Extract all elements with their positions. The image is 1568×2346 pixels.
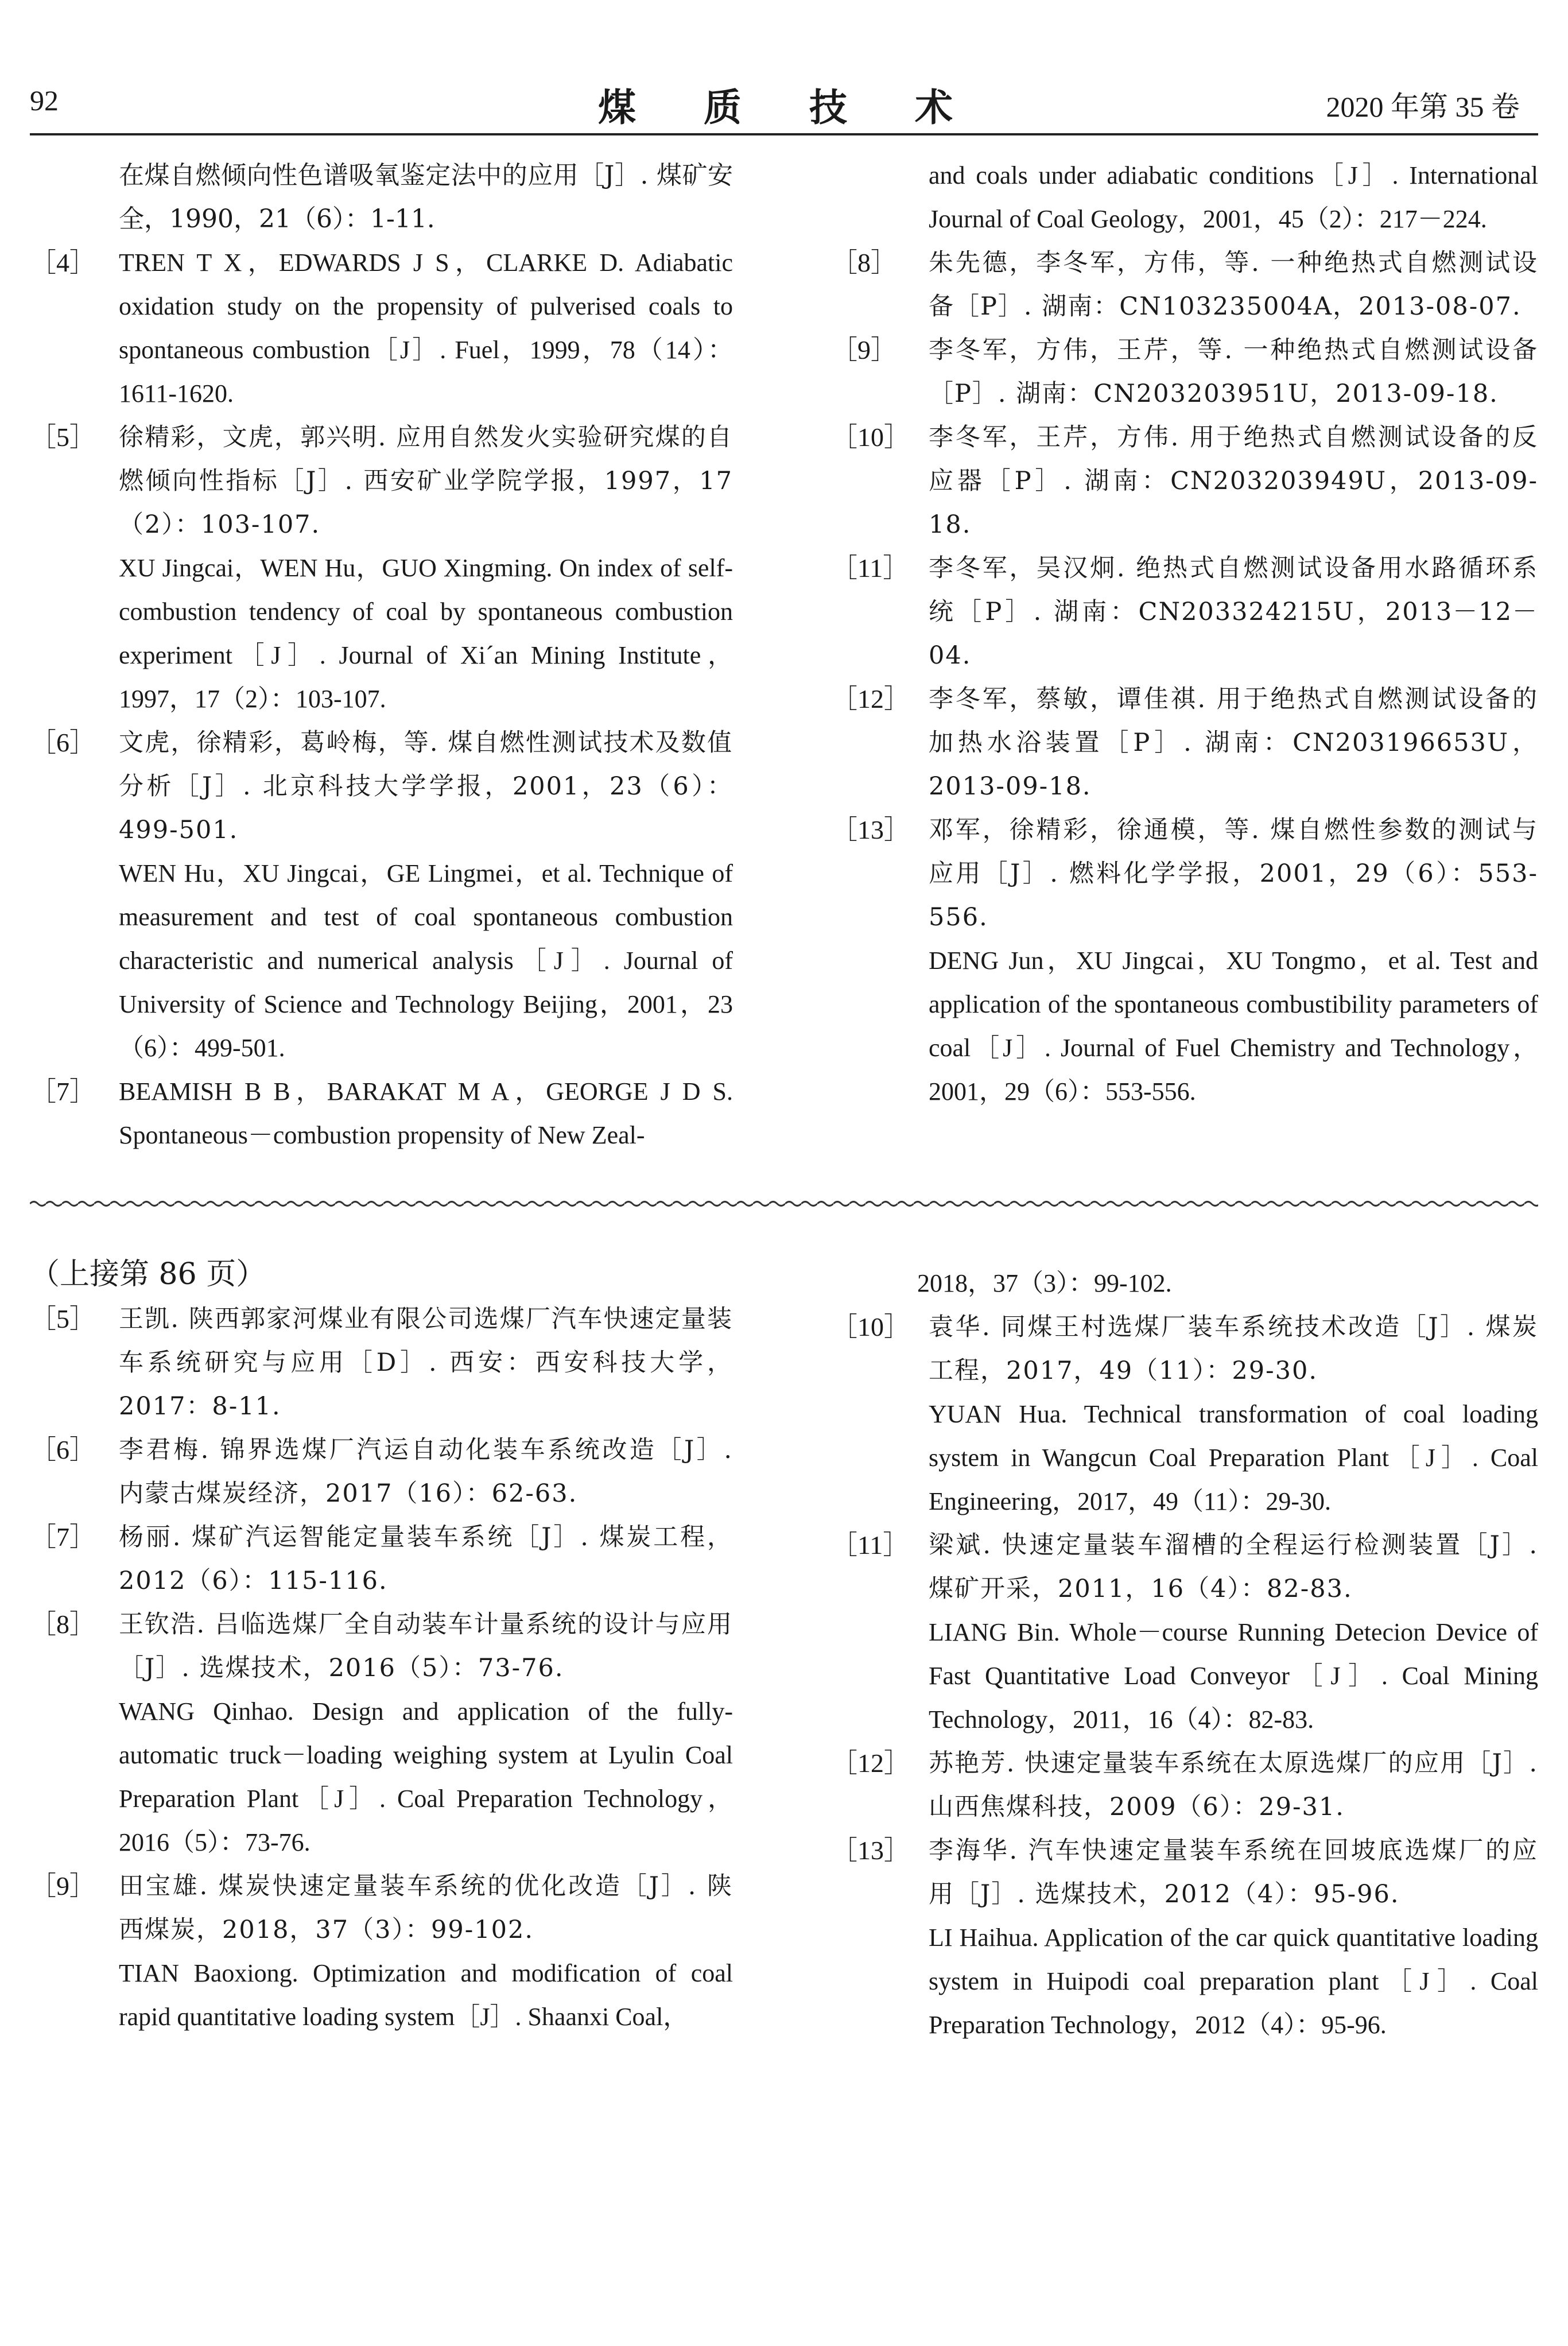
journal-name: 煤质技术 <box>598 85 1020 130</box>
reference-item <box>831 241 1538 328</box>
reference-number: ［13］ <box>831 1836 910 1865</box>
reference-text-english: TREN T X，EDWARDS J S，CLARKE D. Adiabatic oxidation study on the propensity of pulverised coals to spontaneous combustion［J］. Fuel，1999，78（14）：1611-1620. <box>119 249 733 408</box>
reference-text-chinese: 杨丽. 煤矿汽运智能定量装车系统［J］. 煤炭工程，2012（6）：115-116. <box>119 1523 733 1595</box>
reference-text-chinese: 袁华. 同煤王村选煤厂装车系统技术改造［J］. 煤炭工程，2017，49（11）：29-30. <box>929 1313 1538 1385</box>
reference-text-chinese: 苏艳芳. 快速定量装车系统在太原选煤厂的应用［J］. 山西焦煤科技，2009（6）：29-31. <box>929 1749 1538 1821</box>
reference-text-chinese: 李海华. 汽车快速定量装车系统在回坡底选煤厂的应用［J］. 选煤技术，2012（4）：95-96. <box>929 1836 1538 1909</box>
reference-item <box>30 1070 733 1157</box>
reference-text-chinese: 田宝雄. 煤炭快速定量装车系统的优化改造［J］. 陕西煤炭，2018，37（3）：99-102. <box>119 1872 733 1944</box>
reference-text <box>929 1742 1538 1829</box>
reference-continuation <box>119 154 733 241</box>
reference-list <box>831 1305 1538 2047</box>
reference-text <box>119 721 733 1070</box>
reference-text-chinese: 邓军，徐精彩，徐通模，等. 煤自燃性参数的测试与应用［J］. 燃料化学学报，2001，29（6）：553-556. <box>929 816 1538 932</box>
reference-continuation <box>917 1262 1538 1305</box>
reference-text <box>119 1603 733 1864</box>
reference-item <box>30 721 733 1070</box>
continued-from-label: （上接第 86 页） <box>30 1257 266 1292</box>
reference-number: ［9］ <box>831 335 897 364</box>
reference-text-english: LIANG Bin. Whole－course Running Detecion Device of Fast Quantitative Load Conveyor［J］. Coal Mining Technology，2011，16（4）：82-83. <box>929 1618 1538 1734</box>
reference-item <box>831 546 1538 677</box>
section2-right-column <box>831 1262 1538 2047</box>
reference-continuation-text: 在煤自燃倾向性色谱吸氧鉴定法中的应用［J］. 煤矿安全，1990，21（6）：1-11. <box>119 161 733 234</box>
reference-number: ［8］ <box>831 248 897 277</box>
reference-text-chinese: 王凯. 陕西郭家河煤业有限公司选煤厂汽车快速定量装车系统研究与应用［D］. 西安：西安科技大学，2017：8-11. <box>119 1305 733 1421</box>
reference-text <box>119 1428 733 1515</box>
reference-number: ［6］ <box>30 728 96 757</box>
reference-number: ［12］ <box>831 684 910 714</box>
reference-list <box>30 241 733 1157</box>
reference-text <box>119 416 733 721</box>
reference-text-chinese: 朱先德，李冬军，方伟，等. 一种绝热式自燃测试设备［P］. 湖南：CN103235004A，2013-08-07. <box>929 249 1538 321</box>
reference-continuation-text: 2018，37（3）：99-102. <box>917 1269 1172 1297</box>
reference-number: ［12］ <box>831 1748 910 1778</box>
reference-item <box>30 241 733 416</box>
reference-item <box>30 1297 733 1428</box>
reference-text-english: LI Haihua. Application of the car quick quantitative loading system in Huipodi coal preparation plant［J］. Coal Preparation Technology，2012（4）：95-96. <box>929 1924 1538 2039</box>
reference-text <box>929 1305 1538 1523</box>
reference-text-chinese: 李冬军，吴汉炯. 绝热式自燃测试设备用水路循环系统［P］. 湖南：CN203324215U，2013－12－04. <box>929 554 1538 670</box>
reference-item <box>30 1603 733 1864</box>
header-rule <box>30 133 1538 135</box>
reference-list <box>831 241 1538 1114</box>
reference-text <box>929 1523 1538 1742</box>
reference-text <box>119 1864 733 2039</box>
reference-number: ［4］ <box>30 248 96 277</box>
reference-item <box>831 1829 1538 2047</box>
reference-number: ［5］ <box>30 422 96 452</box>
reference-text <box>929 546 1538 677</box>
reference-text <box>929 241 1538 328</box>
reference-text-english: WEN Hu，XU Jingcai，GE Lingmei，et al. Technique of measurement and test of coal spontaneous combustion characteristic and numerical analysis［J］. Journal of University of Science and Technology Beijing，2001，23（6）：499-501. <box>119 859 733 1062</box>
reference-text-english: YUAN Hua. Technical transformation of coal loading system in Wangcun Coal Preparation Plant［J］. Coal Engineering，2017，49（11）：29-30. <box>929 1400 1538 1515</box>
reference-item <box>831 1523 1538 1742</box>
reference-text <box>929 1829 1538 2047</box>
reference-text-chinese: 李君梅. 锦界选煤厂汽运自动化装车系统改造［J］. 内蒙古煤炭经济，2017（16）：62-63. <box>119 1436 733 1508</box>
reference-text <box>929 328 1538 416</box>
reference-item <box>831 1305 1538 1523</box>
reference-item <box>831 1742 1538 1829</box>
reference-item <box>30 1428 733 1515</box>
reference-text <box>929 416 1538 546</box>
reference-number: ［11］ <box>831 553 910 583</box>
reference-text <box>929 677 1538 808</box>
section2-left-column <box>30 1251 733 2039</box>
reference-number: ［10］ <box>831 422 910 452</box>
reference-number: ［7］ <box>30 1522 96 1552</box>
reference-item <box>831 416 1538 546</box>
reference-text-english: TIAN Baoxiong. Optimization and modification of coal rapid quantitative loading system［J］. Shaanxi Coal， <box>119 1959 733 2031</box>
reference-text-english: DENG Jun，XU Jingcai，XU Tongmo，et al. Test and application of the spontaneous combustibility parameters of coal［J］. Journal of Fuel Chemistry and Technology，2001，29（6）：553-556. <box>929 947 1538 1106</box>
reference-text-english: XU Jingcai，WEN Hu，GUO Xingming. On index of self-combustion tendency of coal by spontaneous combustion experiment［J］. Journal of Xi´an Mining Institute，1997，17（2）：103-107. <box>119 554 733 713</box>
reference-text-chinese: 王钦浩. 吕临选煤厂全自动装车计量系统的设计与应用［J］. 选煤技术，2016（5）：73-76. <box>119 1610 733 1682</box>
reference-text-chinese: 徐精彩，文虎，郭兴明. 应用自然发火实验研究煤的自燃倾向性指标［J］. 西安矿业学院学报，1997，17（2）：103-107. <box>119 423 733 539</box>
reference-number: ［5］ <box>30 1304 96 1333</box>
reference-number: ［13］ <box>831 815 910 844</box>
reference-text-chinese: 李冬军，蔡敏，谭佳祺. 用于绝热式自燃测试设备的加热水浴装置［P］. 湖南：CN203196653U，2013-09-18. <box>929 685 1538 801</box>
reference-number: ［6］ <box>30 1435 96 1464</box>
issue-info: 2020 年第 35 卷 <box>1326 91 1520 123</box>
reference-text-chinese: 李冬军，方伟，王芹，等. 一种绝热式自燃测试设备［P］. 湖南：CN203203951U，2013-09-18. <box>929 336 1538 408</box>
section1-right-column <box>831 154 1538 1114</box>
reference-text-english: BEAMISH B B，BARAKAT M A，GEORGE J D S. Spontaneous－combustion propensity of New Zeal- <box>119 1077 733 1149</box>
reference-number: ［7］ <box>30 1077 96 1106</box>
reference-item <box>30 416 733 721</box>
reference-number: ［8］ <box>30 1610 96 1639</box>
reference-number: ［9］ <box>30 1871 96 1901</box>
reference-item <box>831 808 1538 1114</box>
reference-item <box>30 1864 733 2039</box>
reference-item <box>831 328 1538 416</box>
reference-continuation <box>929 154 1538 241</box>
reference-text-chinese: 李冬军，王芹，方伟. 用于绝热式自燃测试设备的反应器［P］. 湖南：CN203203949U，2013-09-18. <box>929 423 1538 539</box>
reference-text-english: WANG Qinhao. Design and application of the fully-automatic truck－loading weighing system at Lyulin Coal Preparation Plant［J］. Coal Preparation Technology，2016（5）：73-76. <box>119 1697 733 1856</box>
reference-text-chinese: 文虎，徐精彩，葛岭梅，等. 煤自燃性测试技术及数值分析［J］. 北京科技大学学报，2001，23（6）：499-501. <box>119 728 733 844</box>
reference-text <box>929 808 1538 1114</box>
reference-text <box>119 241 733 416</box>
reference-text-chinese: 梁斌. 快速定量装车溜槽的全程运行检测装置［J］. 煤矿开采，2011，16（4）：82-83. <box>929 1531 1538 1603</box>
reference-number: ［11］ <box>831 1530 910 1560</box>
page-number: 92 <box>30 84 59 117</box>
reference-item <box>30 1515 733 1603</box>
section1-left-column <box>30 154 733 1157</box>
reference-text <box>119 1297 733 1428</box>
section-divider <box>30 1199 1538 1209</box>
reference-number: ［10］ <box>831 1312 910 1341</box>
reference-list <box>30 1297 733 2039</box>
reference-continuation-text: and coals under adiabatic conditions［J］. International Journal of Coal Geology，2001，45（2）：217－224. <box>929 161 1538 233</box>
reference-text <box>119 1070 733 1157</box>
reference-text <box>119 1515 733 1603</box>
reference-item <box>831 677 1538 808</box>
